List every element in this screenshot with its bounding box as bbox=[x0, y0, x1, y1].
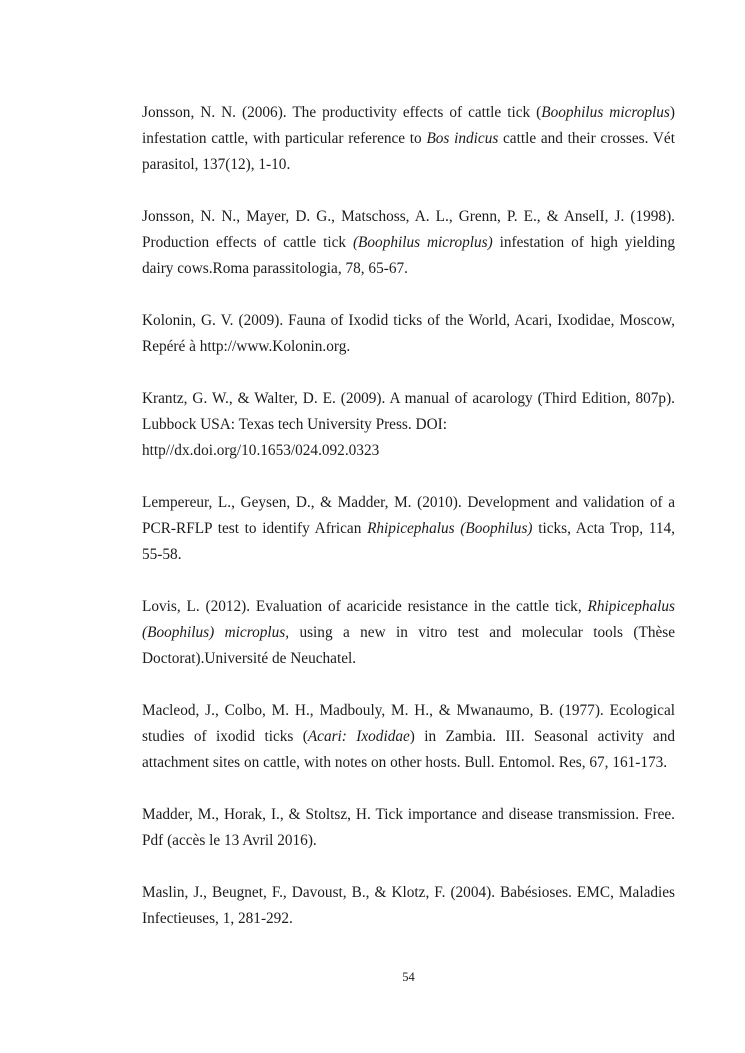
reference-text: ) infestation cattle, with particular reference to bbox=[142, 104, 675, 147]
reference-text: infestation of high yielding dairy cows.Roma parassitologia, 78, 65-67. bbox=[142, 234, 675, 277]
reference-text: Madder, M., Horak, I., & Stoltsz, H. Tick importance and disease transmission. Free. Pdf (accès le 13 Avril 2016). bbox=[142, 806, 675, 849]
reference-entry bbox=[142, 802, 675, 854]
reference-text: cattle and their crosses. Vét parasitol, 137(12), 1-10. bbox=[142, 130, 675, 173]
reference-text: Lempereur, L., Geysen, D., & Madder, M. (2010). Development and validation of a PCR-RFLP test to identify African bbox=[142, 494, 675, 537]
page-footer bbox=[142, 970, 675, 985]
page-number: 54 bbox=[402, 970, 415, 984]
reference-text-italic: Boophilus microplus bbox=[541, 104, 670, 121]
reference-text-italic: Rhipicephalus (Boophilus) bbox=[367, 520, 533, 537]
reference-text: Jonsson, N. N. (2006). The productivity effects of cattle tick ( bbox=[142, 104, 542, 121]
reference-text: Krantz, G. W., & Walter, D. E. (2009). A manual of acarology (Third Edition, 807p). Lubbock USA: Texas tech University Press. DOI: bbox=[142, 390, 675, 433]
reference-entry bbox=[142, 204, 675, 282]
reference-text: Lovis, L. (2012). Evaluation of acaricide resistance in the cattle tick, bbox=[142, 598, 588, 615]
reference-entry bbox=[142, 880, 675, 932]
reference-text: Macleod, J., Colbo, M. H., Madbouly, M. H., & Mwanaumo, B. (1977). Ecological studies of ixodid ticks ( bbox=[142, 702, 675, 745]
references-list bbox=[142, 100, 675, 958]
reference-text: ticks, Acta Trop, 114, 55-58. bbox=[142, 520, 675, 563]
reference-text: http//dx.doi.org/10.1653/024.092.0323 bbox=[142, 442, 380, 459]
reference-text-italic: Rhipicephalus (Boophilus) microplus, bbox=[142, 598, 675, 641]
reference-text: Maslin, J., Beugnet, F., Davoust, B., & Klotz, F. (2004). Babésioses. EMC, Maladies Infectieuses, 1, 281-292. bbox=[142, 884, 675, 927]
reference-entry bbox=[142, 100, 675, 178]
reference-text-italic: Acari: Ixodidae bbox=[307, 728, 410, 745]
reference-text: Kolonin, G. V. (2009). Fauna of Ixodid ticks of the World, Acari, Ixodidae, Moscow, Repéré à http://www.Kolonin.org. bbox=[142, 312, 675, 355]
reference-entry bbox=[142, 698, 675, 776]
reference-entry bbox=[142, 594, 675, 672]
reference-text: ) in Zambia. III. Seasonal activity and attachment sites on cattle, with notes on other hosts. Bull. Entomol. Res, 67, 161-173. bbox=[142, 728, 675, 771]
reference-entry bbox=[142, 308, 675, 360]
reference-text: Jonsson, N. N., Mayer, D. G., Matschoss, A. L., Grenn, P. E., & AnselI, J. (1998). Production effects of cattle tick bbox=[142, 208, 675, 251]
reference-text: using a new in vitro test and molecular tools (Thèse Doctorat).Université de Neuchatel. bbox=[142, 624, 675, 667]
reference-text-italic: (Boophilus microplus) bbox=[352, 234, 493, 251]
reference-text-italic: Bos indicus bbox=[426, 130, 499, 147]
reference-entry bbox=[142, 386, 675, 464]
reference-entry bbox=[142, 490, 675, 568]
